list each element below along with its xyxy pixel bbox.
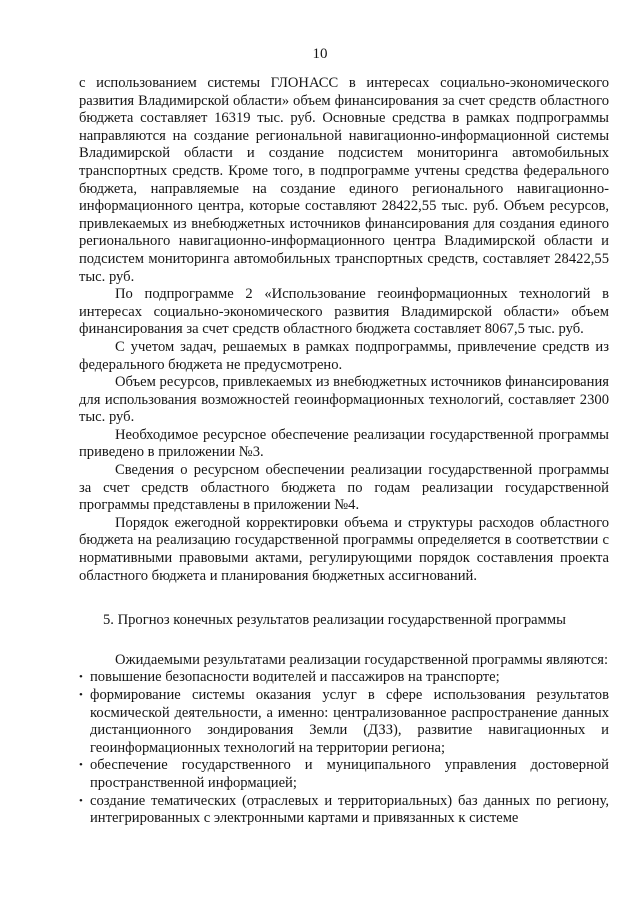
list-item: • обеспечение государственного и муниципального управления достоверной пространственной информацией; xyxy=(79,757,609,791)
results-list xyxy=(79,669,609,827)
results-intro: Ожидаемыми результатами реализации государственной программы являются: xyxy=(115,651,609,668)
paragraph-budget-adjustment: Порядок ежегодной корректировки объема и структуры расходов областного бюджета на реализацию государственной программы определяется в соответствии с нормативными правовыми актами, регулирующими порядок составления проекта областного бюджета и планирования бюджетных ассигнований. xyxy=(79,514,609,584)
paragraph-subprogram-2: По подпрограмме 2 «Использование геоинформационных технологий в интересах социально-экономического развития Владимирской области» объем финансирования за счет средств областного бюджета составляет 8067,5 тыс. руб. xyxy=(79,286,609,338)
bullet-icon: • xyxy=(79,794,83,807)
bullet-icon: • xyxy=(79,671,83,684)
paragraph-appendix-3: Необходимое ресурсное обеспечение реализации государственной программы приведено в приложении №3. xyxy=(79,426,609,461)
paragraph-federal-budget: С учетом задач, решаемых в рамках подпрограммы, привлечение средств из федерального бюджета не предусмотрено. xyxy=(79,338,609,373)
list-item: • повышение безопасности водителей и пассажиров на транспорте; xyxy=(79,669,500,686)
bullet-icon: • xyxy=(79,759,83,772)
paragraph-continuation: с использованием системы ГЛОНАСС в интересах социально-экономического развития Владимирской области» объем финансирования за счет средств областного бюджета составляет 16319 тыс. руб. Основные средства в рамках подпрограммы направляются на создание региональной навигационно-информационной системы Владимирской области и создание подсистем мониторинга автомобильных транспортных средств. Кроме того, в подпрограмме учтены средства федерального бюджета, направляемые на создание единого регионального навигационно-информационного центра, которые составляют 28422,55 тыс. руб. Объем ресурсов, привлекаемых из внебюджетных источников финансирования для создания единого регионального навигационно-информационного центра Владимирской области и подсистем мониторинга автомобильных транспортных средств, составляет 28422,55 тыс. руб. xyxy=(79,75,609,285)
page-body xyxy=(79,75,609,828)
bullet-icon: • xyxy=(79,689,83,701)
paragraph-extrabudgetary: Объем ресурсов, привлекаемых из внебюджетных источников финансирования для использования возможностей геоинформационных технологий, составляет 2300 тыс. руб. xyxy=(79,374,609,426)
page-number: 10 xyxy=(312,46,328,62)
list-item: • формирование системы оказания услуг в сфере использования результатов космической деятельности, а именно: централизованное распространение данных дистанционного зондирования Земли (ДЗЗ), развитие навигационных и геоинформационных технологий на территории региона; xyxy=(79,687,609,756)
list-item: • создание тематических (отраслевых и территориальных) баз данных по региону, интегрированных с электронными картами и привязанных к системе xyxy=(79,792,609,827)
paragraph-appendix-4: Сведения о ресурсном обеспечении реализации государственной программы за счет средств областного бюджета по годам реализации государственной программы представлены в приложении №4. xyxy=(79,462,609,514)
section-heading: 5. Прогноз конечных результатов реализации государственной программы xyxy=(103,612,566,629)
